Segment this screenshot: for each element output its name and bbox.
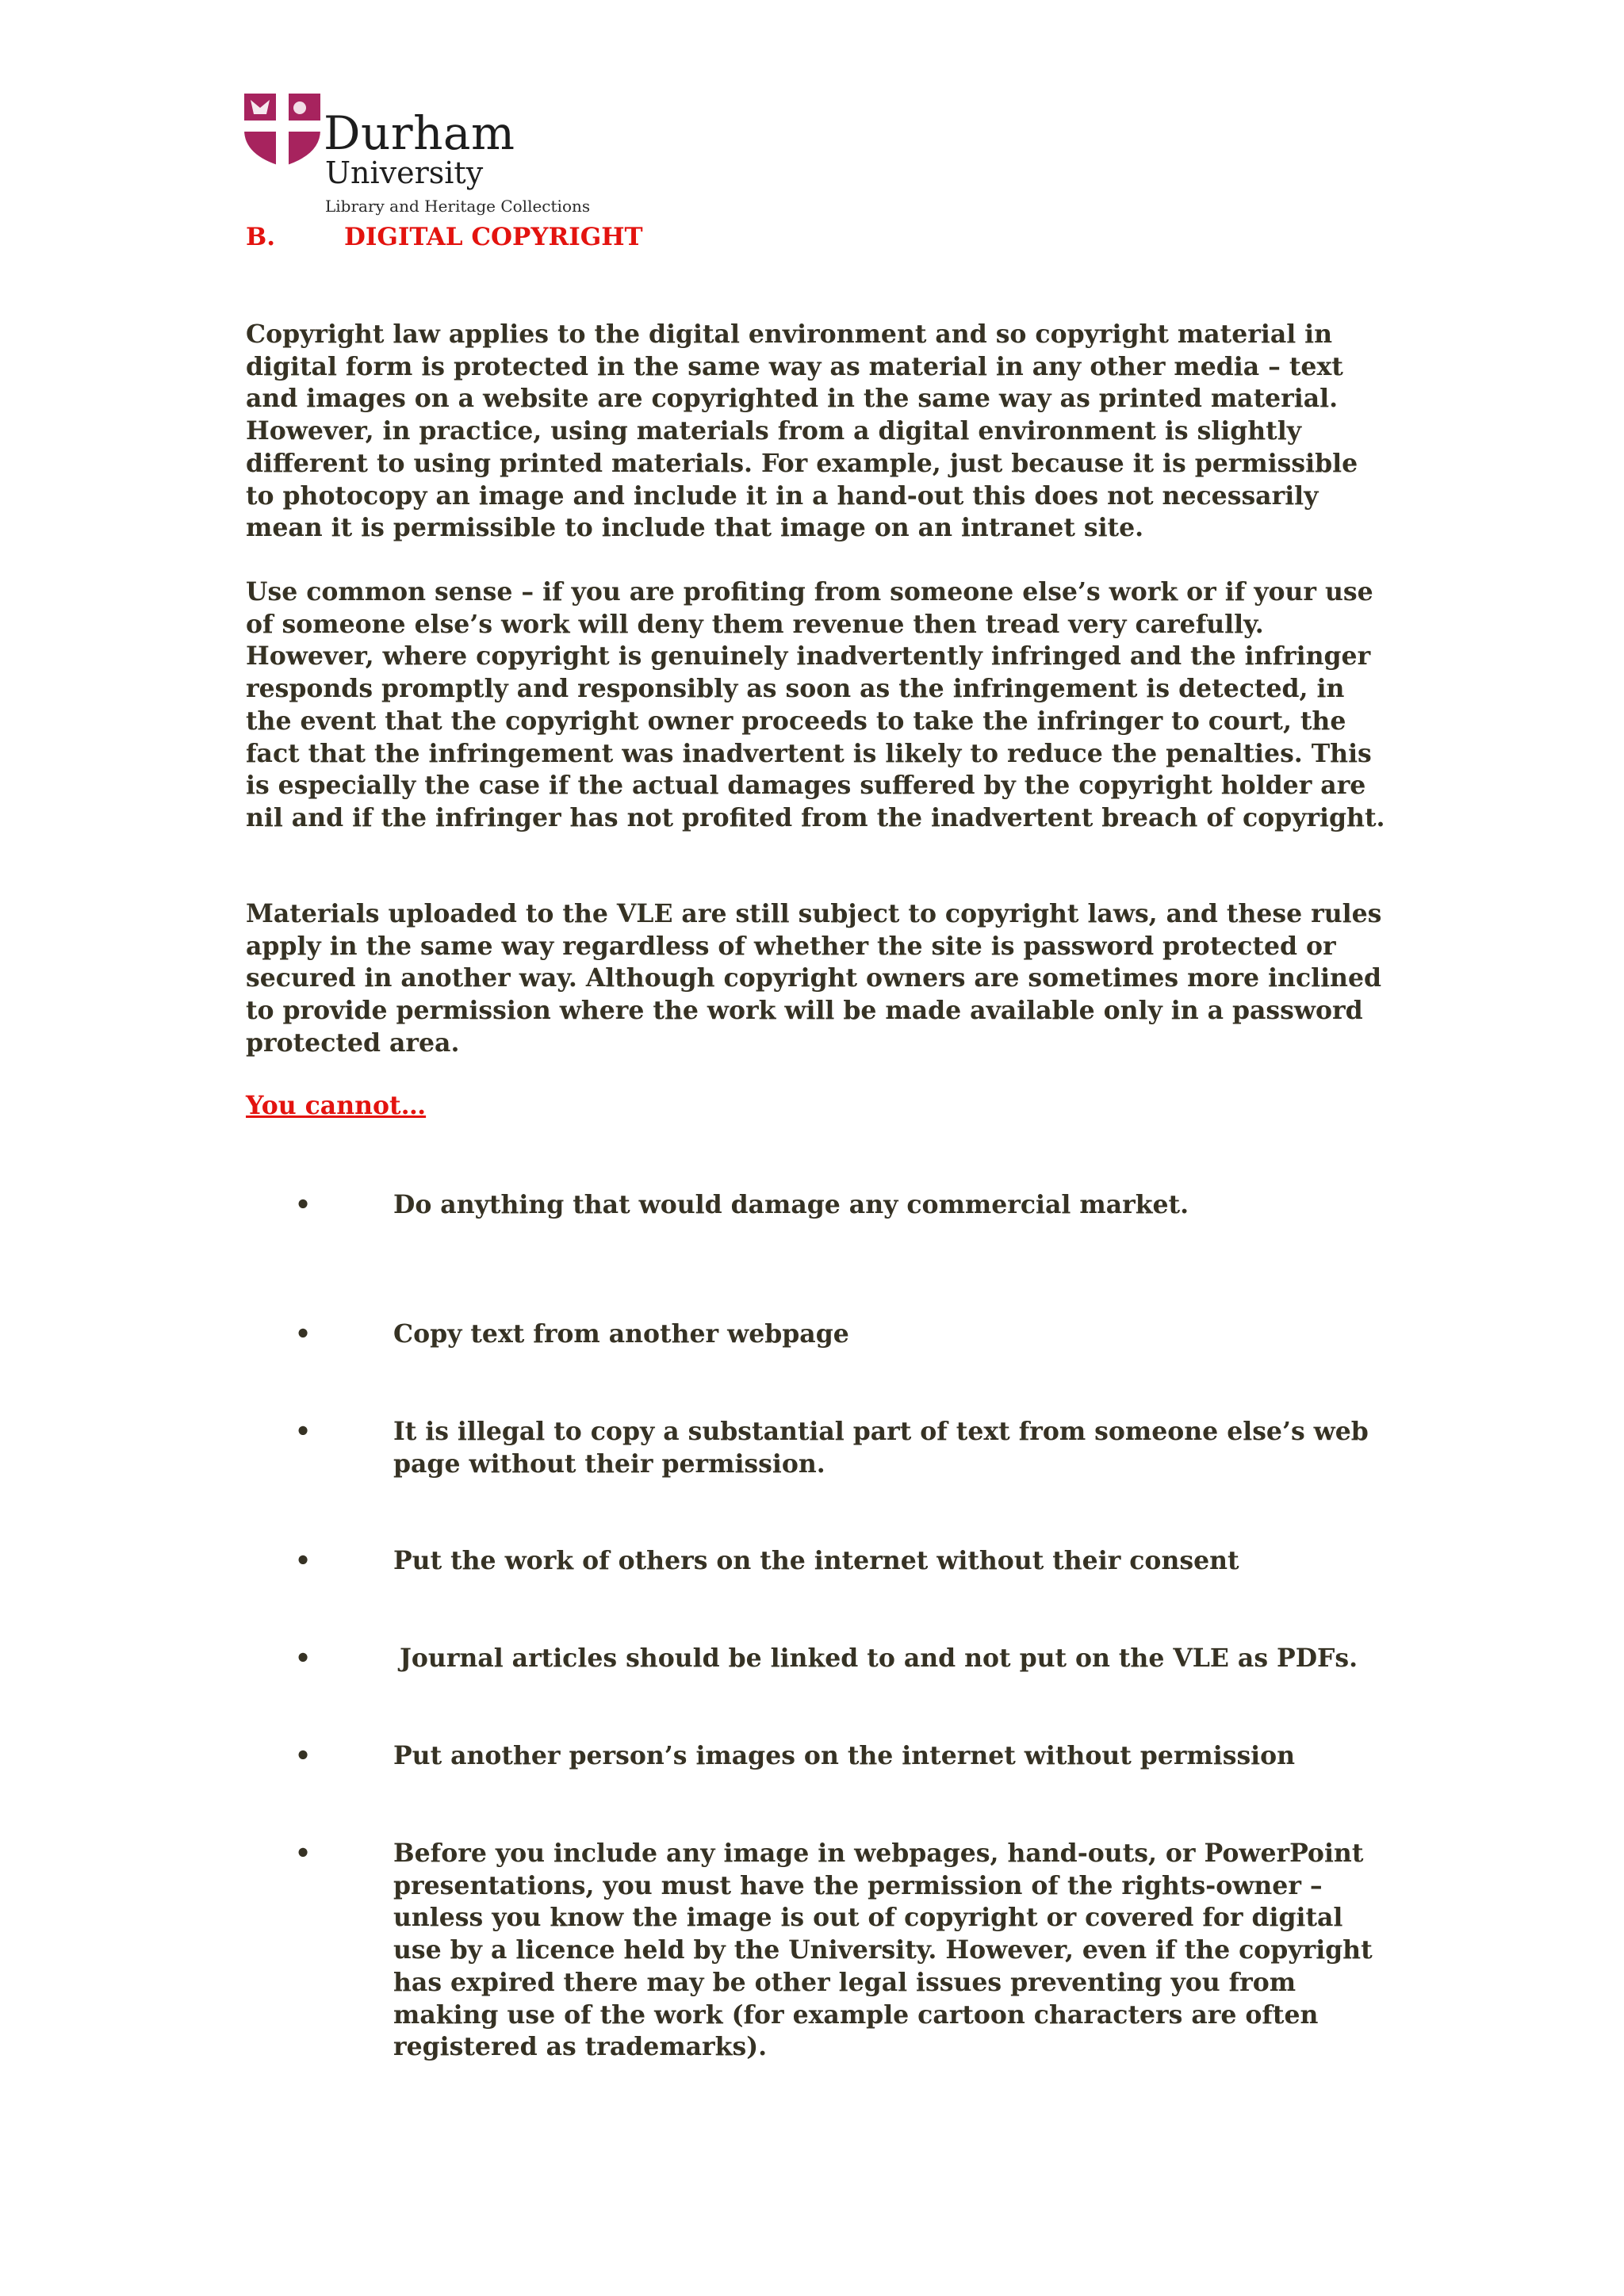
- durham-university-logo: [244, 94, 625, 220]
- list-item-text: It is illegal to copy a substantial part of text from someone else’s web page without their permission.: [393, 1417, 1369, 1479]
- section-title: DIGITAL COPYRIGHT: [344, 223, 643, 251]
- section-heading: [246, 223, 643, 251]
- bullet-icon: •: [295, 1644, 312, 1673]
- bullet-icon: •: [295, 1741, 312, 1770]
- paragraph-common-sense: Use common sense – if you are profiting from someone else’s work or if your use of someone else’s work will deny them revenue then tread very carefully. However, where copyright is genuinely inadvertently infringed and the infringer responds promptly and responsibly as soon as the infringement is detected, in the event that the copyright owner proceeds to take the infringer to court, the fact that the infringement was inadvertent is likely to reduce the penalties. This is especially the case if the actual damages suffered by the copyright holder are nil and if the infringer has not profited from the inadvertent breach of copyright.: [246, 577, 1385, 832]
- library-collections-label: Library and Heritage Collections: [325, 197, 591, 216]
- bullet-icon: •: [295, 1546, 312, 1575]
- list-item-text: Put the work of others on the internet without their consent: [393, 1546, 1239, 1575]
- paragraph-vle-materials: Materials uploaded to the VLE are still subject to copyright laws, and these rules apply in the same way regardless of whether the site is password protected or secured in another way. Although copyright owners are sometimes more inclined to provide permission where the work will be made available only in a password protected area.: [246, 899, 1382, 1058]
- bullet-icon: •: [295, 1319, 312, 1349]
- list-item-text: Put another person’s images on the internet without permission: [393, 1741, 1296, 1770]
- university-name-line1: Durham: [324, 106, 515, 160]
- list-item-text: Journal articles should be linked to and not put on the VLE as PDFs.: [400, 1644, 1358, 1673]
- bullet-icon: •: [295, 1417, 312, 1446]
- list-item-text: Copy text from another webpage: [393, 1319, 849, 1349]
- bullet-icon: •: [295, 1839, 312, 1868]
- bullet-icon: •: [295, 1190, 312, 1219]
- you-cannot-heading: You cannot…: [246, 1091, 427, 1120]
- list-item-text: Do anything that would damage any commercial market.: [393, 1190, 1189, 1219]
- durham-university-crest-icon: [244, 94, 320, 166]
- section-letter: B.: [246, 223, 275, 251]
- university-name-line2: University: [325, 155, 484, 190]
- paragraph-digital-environment: Copyright law applies to the digital environment and so copyright material in digital form is protected in the same way as material in any other media – text and images on a website are copyrighted in the same way as printed material. However, in practice, using materials from a digital environment is slightly different to using printed materials. For example, just because it is permissible to photocopy an image and include it in a hand-out this does not necessarily mean it is permissible to include that image on an intranet site.: [246, 320, 1358, 543]
- list-item-text: Before you include any image in webpages, hand-outs, or PowerPoint presentations, you must have the permission of the rights-owner – unless you know the image is out of copyright or covered for digital use by a licence held by the University. However, even if the copyright has expired there may be other legal issues preventing you from making use of the work (for example cartoon characters are often registered as trademarks).: [393, 1839, 1373, 2062]
